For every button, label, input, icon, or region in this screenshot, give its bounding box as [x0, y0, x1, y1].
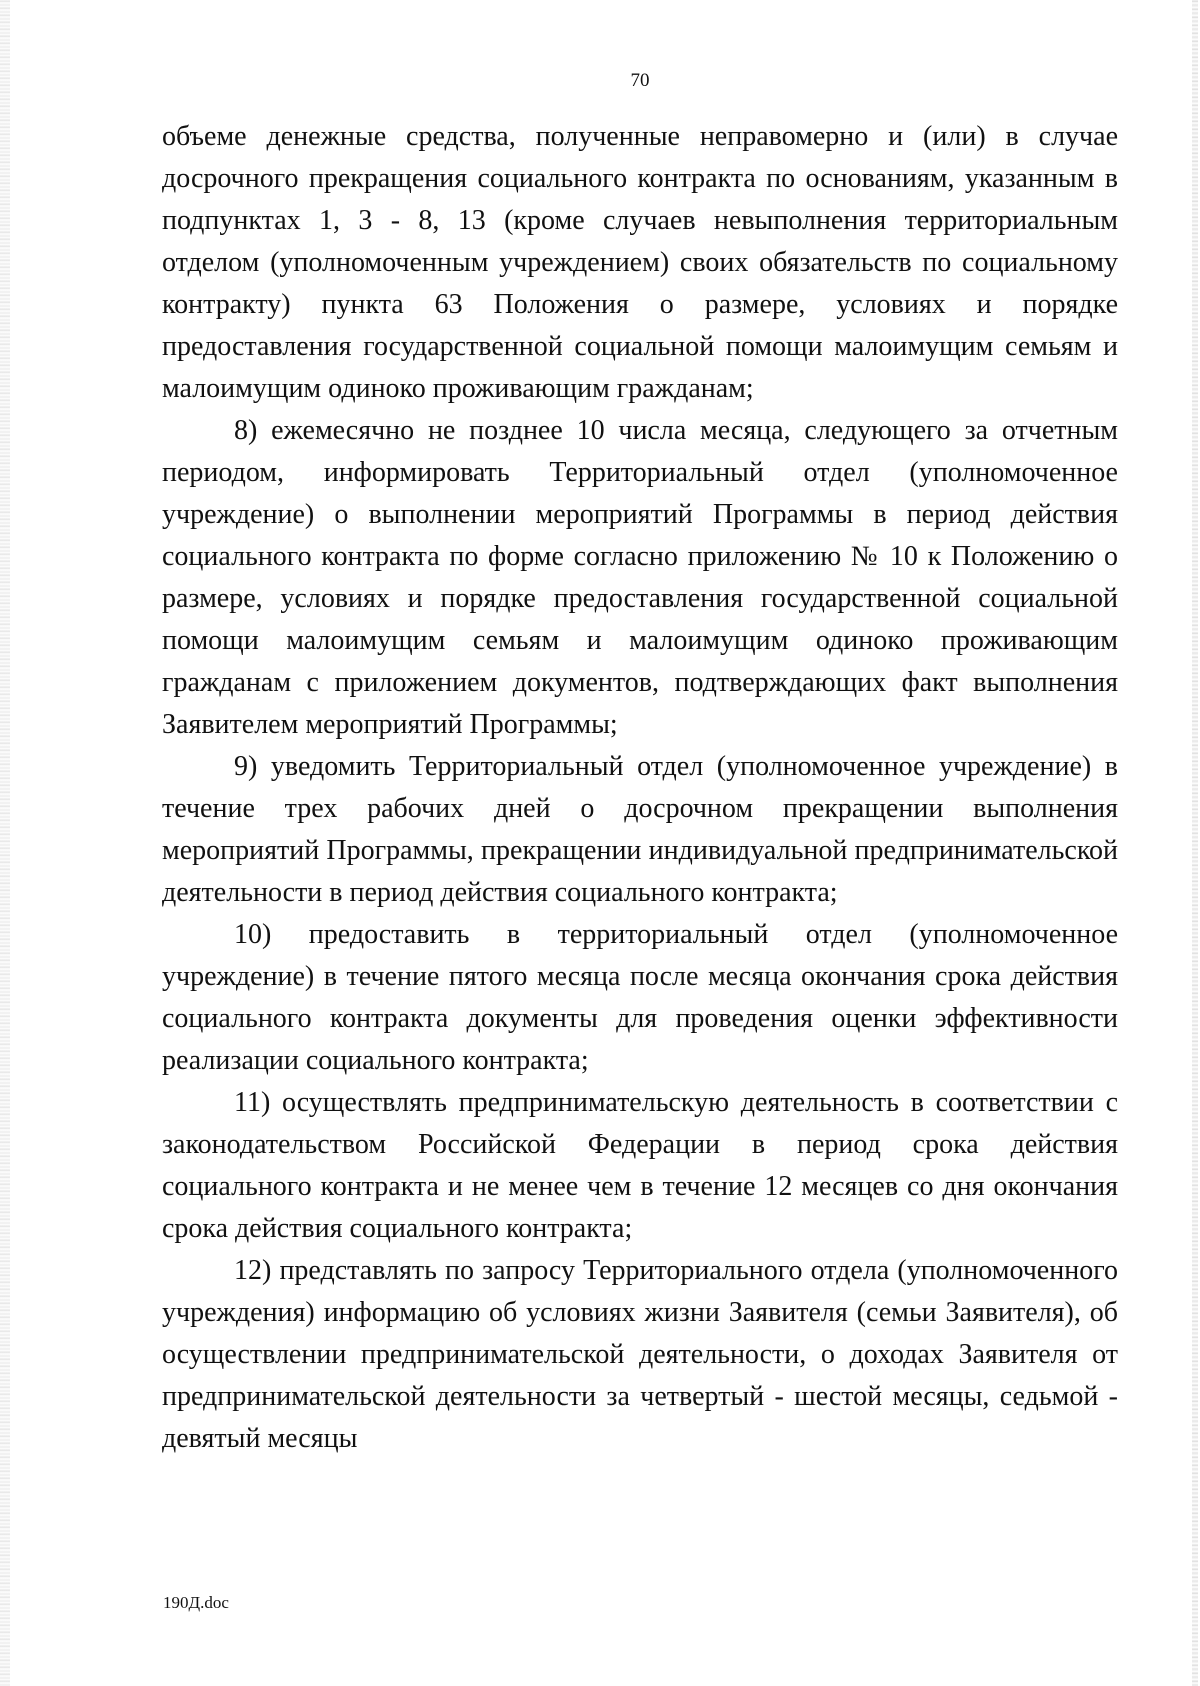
paragraph-item-12: 12) представлять по запросу Территориального отдела (уполномоченного учреждения) информацию об условиях жизни Заявителя (семьи Заявителя), об осуществлении предпринимательской деятельности, о доходах Заявителя от предпринимательской деятельности за четвертый - шестой месяцы, седьмой - девятый месяцы [162, 1255, 1118, 1454]
paragraph-item-10: 10) предоставить в территориальный отдел (уполномоченное учреждение) в течение пятого месяца после месяца окончания срока действия социального контракта документы для проведения оценки эффективности реализации социального контракта; [162, 919, 1118, 1076]
document-body [162, 116, 1118, 1460]
paragraph-item-9: 9) уведомить Территориальный отдел (уполномоченное учреждение) в течение трех рабочих дней о досрочном прекращении выполнения мероприятий Программы, прекращении индивидуальной предпринимательской деятельности в период действия социального контракта; [162, 751, 1118, 908]
document-filename-footer: 190Д.doc [163, 1593, 229, 1612]
page-number: 70 [630, 70, 650, 91]
paragraph-item-8: 8) ежемесячно не позднее 10 числа месяца, следующего за отчетным периодом, информировать Территориальный отдел (уполномоченное учреждение) о выполнении мероприятий Программы в период действия социального контракта по форме согласно приложению № 10 к Положению о размере, условиях и порядке предоставления государственной социальной помощи малоимущим семьям и малоимущим одиноко проживающим гражданам с приложением документов, подтверждающих факт выполнения Заявителем мероприятий Программы; [162, 415, 1118, 740]
paragraph-item-11: 11) осуществлять предпринимательскую деятельность в соответствии с законодательством Российской Федерации в период срока действия социального контракта и не менее чем в течение 12 месяцев со дня окончания срока действия социального контракта; [162, 1087, 1118, 1244]
paragraph-continuation: объеме денежные средства, полученные неправомерно и (или) в случае досрочного прекращения социального контракта по основаниям, указанным в подпунктах 1, 3 - 8, 13 (кроме случаев невыполнения территориальным отделом (уполномоченным учреждением) своих обязательств по социальному контракту) пункта 63 Положения о размере, условиях и порядке предоставления государственной социальной помощи малоимущим семьям и малоимущим одиноко проживающим гражданам; [162, 121, 1118, 404]
scan-edge-right [1192, 0, 1198, 1686]
scan-edge-left [0, 0, 10, 1686]
